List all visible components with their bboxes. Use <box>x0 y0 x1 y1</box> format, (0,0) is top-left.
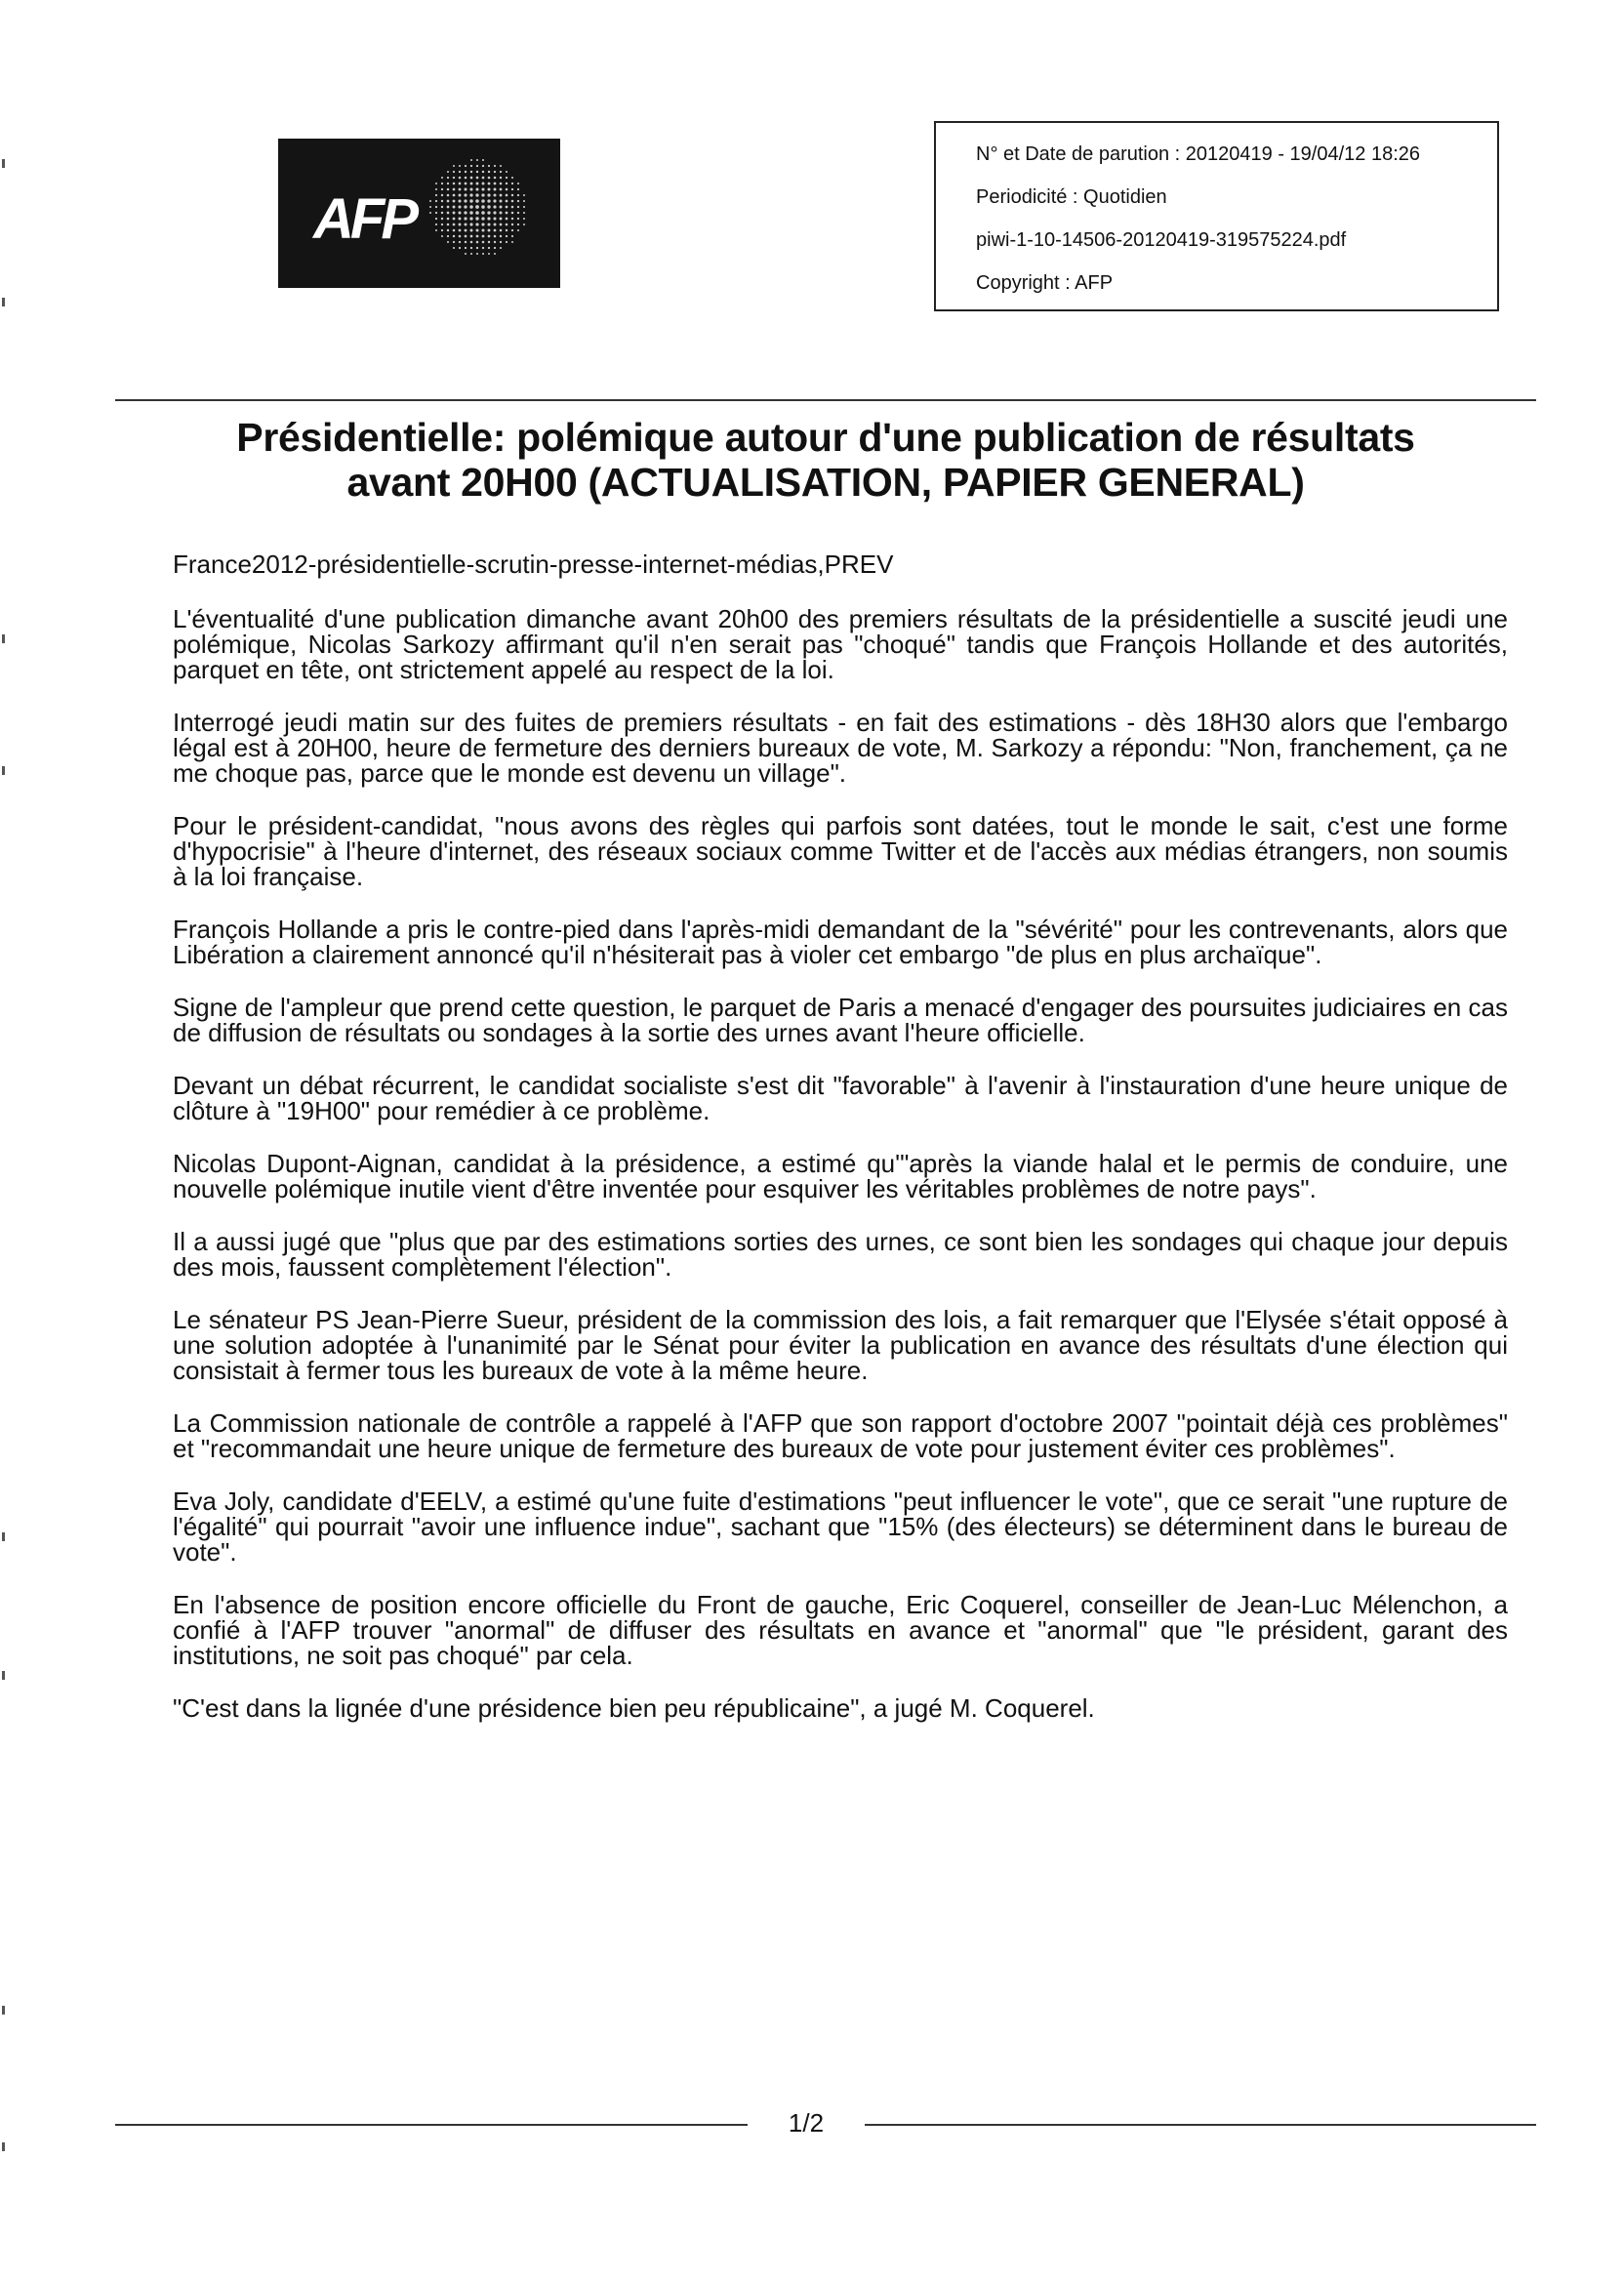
logo-dot <box>453 165 455 167</box>
article-paragraph: Interrogé jeudi matin sur des fuites de premiers résultats - en fait des estimations - dès 18H30 alors que l'embargo légal est à 20H00, heure de fermeture des derniers bureaux de vote, M. Sarkozy a répondu: "Non, franchement, ça ne me choque pas, parce que le monde est devenu un village". <box>173 708 1508 788</box>
publication-file-name: piwi-1-10-14506-20120419-319575224.pdf <box>976 229 1347 251</box>
article-paragraph: François Hollande a pris le contre-pied dans l'après-midi demandant de la "sévérité" pour les contrevenants, alors que Libération a clairement annoncé qu'il n'hésiterait pas à violer cet embargo "de plus en plus archaïque". <box>173 915 1508 969</box>
logo-dot <box>500 247 502 249</box>
logo-dot <box>500 235 502 237</box>
logo-dot <box>464 217 467 220</box>
logo-dot <box>465 253 467 255</box>
logo-dot <box>459 235 462 238</box>
logo-dot <box>488 247 490 249</box>
logo-dot <box>482 159 484 161</box>
logo-dot <box>517 218 519 220</box>
logo-dot <box>517 183 519 184</box>
afp-globe-dots-icon <box>425 154 532 262</box>
logo-dot <box>488 165 490 167</box>
logo-dot <box>476 183 479 185</box>
logo-dot <box>523 206 525 208</box>
logo-dot <box>470 247 472 249</box>
logo-dot <box>475 217 478 220</box>
logo-dot <box>506 235 508 237</box>
publication-info-box <box>934 121 1499 311</box>
logo-dot <box>506 188 508 191</box>
logo-dot <box>494 177 497 180</box>
logo-dot <box>523 212 525 214</box>
logo-dot <box>469 199 472 202</box>
logo-dot <box>500 200 503 203</box>
logo-dot <box>511 241 513 243</box>
article-paragraph: L'éventualité d'une publication dimanche avant 20h00 des premiers résultats de la présidentielle a suscité jeudi une polémique, Nicolas Sarkozy affirmant qu'il n'en serait pas "choqué" tandis que François Hollande et des autorités, parquet en tête, ont strictement appelé au respect de la loi. <box>173 604 1508 684</box>
logo-dot <box>464 223 467 225</box>
logo-dot <box>487 223 490 225</box>
logo-dot <box>453 224 456 226</box>
logo-dot <box>494 183 497 185</box>
article-paragraph: En l'absence de position encore officielle du Front de gauche, Eric Coquerel, conseiller de Jean-Luc Mélenchon, a confié à l'AFP trouver "anormal" de diffuser des résultats en avance et "anormal" que "le président, garant des institutions, ne soit pas choqué" par cela. <box>173 1590 1508 1670</box>
logo-dot <box>500 218 503 221</box>
logo-dot <box>523 218 525 220</box>
article-paragraph: Il a aussi jugé que "plus que par des estimations sorties des urnes, ce sont bien les sondages qui chaque jour depuis des mois, faussent complètement l'élection". <box>173 1227 1508 1282</box>
logo-dot <box>487 193 490 196</box>
logo-dot <box>517 224 519 225</box>
logo-dot <box>493 217 496 220</box>
logo-dot <box>500 212 503 215</box>
logo-dot <box>469 223 472 225</box>
logo-dot <box>453 247 455 249</box>
logo-dot <box>447 229 449 231</box>
logo-dot <box>447 212 450 215</box>
publication-number-date: N° et Date de parution : 20120419 - 19/04/12 18:26 <box>976 143 1420 165</box>
logo-dot <box>475 205 479 209</box>
logo-dot <box>476 165 478 167</box>
logo-dot <box>470 165 472 167</box>
article-paragraph: Nicolas Dupont-Aignan, candidat à la présidence, a estimé qu'"après la viande halal et le permis de conduire, une nouvelle polémique inutile vient d'être inventée pour esquiver les véritables problèmes de notre pays". <box>173 1149 1508 1203</box>
logo-dot <box>435 188 437 190</box>
logo-dot <box>469 205 473 209</box>
article-title-line-1: Présidentielle: polémique autour d'une publication de résultats <box>236 415 1415 460</box>
logo-dot <box>447 171 449 173</box>
logo-dot <box>469 217 472 220</box>
logo-dot <box>435 212 437 214</box>
logo-dot <box>465 171 467 173</box>
logo-dot <box>500 188 503 191</box>
scan-margin-mark <box>2 2006 5 2015</box>
logo-dot <box>511 194 513 196</box>
logo-dot <box>429 206 431 208</box>
logo-dot <box>435 218 437 220</box>
logo-dot <box>475 187 478 190</box>
logo-dot <box>441 224 443 225</box>
logo-dot <box>475 211 479 215</box>
logo-dot <box>469 193 472 196</box>
logo-dot <box>517 200 519 202</box>
logo-dot <box>453 218 456 221</box>
logo-dot <box>494 253 496 255</box>
logo-dot <box>465 165 467 167</box>
logo-dot <box>487 217 490 220</box>
logo-dot <box>447 194 450 197</box>
logo-dot <box>447 206 450 209</box>
footer-rule-right <box>865 2124 1536 2126</box>
logo-dot <box>469 187 472 190</box>
article-paragraph: La Commission nationale de contrôle a rappelé à l'AFP que son rapport d'octobre 2007 "pointait déjà ces problèmes" et "recommandait une heure unique de fermeture des bureaux de vote pour justement éviter ces problèmes". <box>173 1408 1508 1463</box>
logo-dot <box>500 206 503 209</box>
logo-dot <box>435 183 437 184</box>
logo-dot <box>447 200 450 203</box>
logo-dot <box>506 171 508 173</box>
logo-dot <box>500 183 503 185</box>
logo-dot <box>476 241 479 244</box>
logo-dot <box>481 187 484 190</box>
logo-dot <box>453 206 456 209</box>
logo-dot <box>453 194 456 197</box>
logo-dot <box>494 235 497 238</box>
logo-dot <box>476 177 479 180</box>
logo-dot <box>470 235 473 238</box>
page-number: 1/2 <box>788 2108 825 2138</box>
logo-dot <box>511 229 513 231</box>
logo-dot <box>523 224 525 225</box>
logo-dot <box>441 200 443 202</box>
logo-dot <box>441 235 443 237</box>
logo-dot <box>500 229 503 232</box>
scan-margin-mark <box>2 1671 5 1680</box>
logo-dot <box>476 229 479 232</box>
logo-dot <box>494 229 497 232</box>
logo-dot <box>517 206 519 208</box>
afp-logo-text: AFP <box>313 187 415 251</box>
logo-dot <box>500 194 503 197</box>
logo-dot <box>458 211 461 214</box>
article-paragraph: "C'est dans la lignée d'une présidence bien peu républicaine", a jugé M. Coquerel. <box>173 1693 1095 1723</box>
logo-dot <box>493 211 496 214</box>
logo-dot <box>506 194 508 197</box>
logo-dot <box>506 218 508 221</box>
logo-dot <box>511 218 513 220</box>
logo-dot <box>459 247 461 249</box>
logo-dot <box>464 193 467 196</box>
logo-dot <box>493 199 496 202</box>
article-title <box>115 415 1536 505</box>
logo-dot <box>487 211 490 214</box>
article-title-line-2: avant 20H00 (ACTUALISATION, PAPIER GENERAL) <box>346 460 1305 505</box>
logo-dot <box>459 229 462 232</box>
article-paragraph: Signe de l'ampleur que prend cette question, le parquet de Paris a menacé d'engager des poursuites judiciaires en cas de diffusion de résultats ou sondages à la sortie des urnes avant l'heure officielle. <box>173 993 1508 1047</box>
logo-dot <box>459 183 462 185</box>
logo-dot <box>453 183 456 185</box>
logo-dot <box>488 171 490 173</box>
logo-dot <box>500 241 502 243</box>
article-paragraph: Pour le président-candidat, "nous avons des règles qui parfois sont datées, tout le monde le sait, c'est une forme d'hypocrisie" à l'heure d'internet, des réseaux sociaux comme Twitter et de l'accès aux médias étrangers, non soumis à la loi française. <box>173 811 1508 891</box>
logo-dot <box>476 247 478 249</box>
publication-copyright: Copyright : AFP <box>976 272 1114 294</box>
logo-dot <box>482 235 485 238</box>
logo-dot <box>500 165 502 167</box>
logo-dot <box>465 177 467 180</box>
logo-dot <box>453 241 455 243</box>
logo-dot <box>481 223 484 225</box>
logo-dot <box>470 159 472 161</box>
logo-dot <box>506 241 508 243</box>
logo-dot <box>487 205 490 208</box>
scan-margin-mark <box>2 766 5 775</box>
logo-dot <box>488 229 491 232</box>
logo-dot <box>458 199 461 202</box>
logo-dot <box>459 165 461 167</box>
logo-dot <box>435 194 437 196</box>
logo-dot <box>441 218 443 220</box>
logo-dot <box>482 253 484 255</box>
logo-dot <box>494 188 497 191</box>
logo-dot <box>511 183 513 184</box>
logo-dot <box>464 211 467 214</box>
logo-dot <box>500 177 502 179</box>
logo-dot <box>506 206 508 209</box>
logo-dot <box>511 177 513 179</box>
logo-dot <box>511 206 514 209</box>
logo-dot <box>523 194 525 196</box>
logo-dot <box>506 183 508 184</box>
logo-dot <box>441 188 443 190</box>
logo-dot <box>475 199 479 203</box>
logo-dot <box>475 223 478 225</box>
logo-dot <box>481 205 485 209</box>
logo-dot <box>459 224 462 226</box>
logo-dot <box>488 188 491 191</box>
logo-dot <box>465 235 467 238</box>
logo-dot <box>475 193 478 196</box>
logo-dot <box>447 177 449 179</box>
logo-dot <box>482 241 485 244</box>
logo-dot <box>453 200 456 203</box>
logo-dot <box>506 200 508 203</box>
logo-dot <box>435 206 437 208</box>
logo-dot <box>476 253 478 255</box>
logo-dot <box>459 188 462 191</box>
logo-dot <box>465 188 467 191</box>
logo-dot <box>494 224 497 226</box>
logo-dot <box>441 206 443 208</box>
logo-dot <box>500 171 502 173</box>
logo-dot <box>517 194 519 196</box>
logo-dot <box>488 183 491 185</box>
logo-dot <box>476 171 478 173</box>
page-footer <box>115 2108 1536 2138</box>
logo-dot <box>465 229 467 232</box>
logo-dot <box>494 171 496 173</box>
scan-margin-mark <box>2 159 5 168</box>
logo-dot <box>453 235 455 237</box>
logo-dot <box>494 241 496 243</box>
article-paragraph: Le sénateur PS Jean-Pierre Sueur, président de la commission des lois, a fait remarquer que l'Elysée s'était opposé à une solution adoptée à l'unanimité par le Sénat pour éviter la publication en avance des résultats d'une élection qui consistait à fermer tous les bureaux de vote à la même heure. <box>173 1305 1508 1385</box>
logo-dot <box>429 200 431 202</box>
logo-dot <box>493 193 496 196</box>
logo-dot <box>459 218 462 221</box>
logo-dot <box>481 199 485 203</box>
logo-dot <box>453 188 456 191</box>
logo-dot <box>447 188 450 191</box>
scan-margin-mark <box>2 298 5 306</box>
logo-dot <box>506 229 508 231</box>
logo-dot <box>500 224 503 226</box>
logo-dot <box>447 224 450 226</box>
scan-margin-mark <box>2 2142 5 2151</box>
logo-dot <box>481 217 484 220</box>
logo-dot <box>476 235 479 238</box>
logo-dot <box>511 212 514 215</box>
logo-dot <box>441 194 443 196</box>
logo-dot <box>470 253 472 255</box>
logo-dot <box>494 247 496 249</box>
logo-dot <box>511 188 513 190</box>
logo-dot <box>470 171 472 173</box>
logo-dot <box>470 229 473 232</box>
article-paragraph: Devant un débat récurrent, le candidat socialiste s'est dit "favorable" à l'avenir à l'instauration d'une heure unique de clôture à "19H00" pour remédier à ce problème. <box>173 1071 1508 1125</box>
logo-dot <box>435 200 437 202</box>
logo-dot <box>441 177 443 179</box>
logo-dot <box>487 199 490 202</box>
logo-dot <box>488 241 490 243</box>
logo-dot <box>517 229 519 231</box>
title-divider <box>115 399 1536 401</box>
footer-rule-left <box>115 2124 748 2126</box>
logo-dot <box>429 212 431 214</box>
logo-dot <box>482 165 484 167</box>
logo-dot <box>441 212 443 214</box>
article-body <box>173 551 1508 1748</box>
logo-dot <box>435 224 437 225</box>
logo-dot <box>488 253 490 255</box>
logo-dot <box>465 241 467 243</box>
logo-dot <box>453 229 456 232</box>
logo-dot <box>488 235 491 238</box>
logo-dot <box>482 177 485 180</box>
logo-dot <box>453 212 456 215</box>
logo-dot <box>459 177 462 180</box>
logo-dot <box>506 212 508 215</box>
logo-dot <box>476 159 478 161</box>
logo-dot <box>470 177 473 180</box>
logo-dot <box>459 194 462 197</box>
logo-dot <box>506 224 508 226</box>
logo-dot <box>465 183 467 185</box>
logo-dot <box>447 241 449 243</box>
logo-dot <box>470 241 473 244</box>
scan-margin-mark <box>2 1532 5 1541</box>
logo-dot <box>481 193 484 196</box>
logo-dot <box>453 171 455 173</box>
logo-dot <box>482 171 484 173</box>
logo-dot <box>481 211 485 215</box>
logo-dot <box>470 183 473 185</box>
logo-dot <box>469 211 473 215</box>
logo-dot <box>453 177 455 179</box>
logo-dot <box>441 183 443 184</box>
logo-dot <box>447 183 449 184</box>
article-tags: France2012-présidentielle-scrutin-presse-internet-médias,PREV <box>173 550 894 579</box>
logo-dot <box>517 188 519 190</box>
logo-dot <box>459 171 461 173</box>
logo-dot <box>435 229 437 231</box>
logo-dot <box>447 218 450 221</box>
logo-dot <box>482 247 484 249</box>
afp-logo <box>278 139 560 288</box>
logo-dot <box>458 205 461 208</box>
logo-dot <box>441 229 443 231</box>
logo-dot <box>506 177 508 179</box>
logo-dot <box>511 200 514 203</box>
logo-dot <box>482 229 485 232</box>
logo-dot <box>523 200 525 202</box>
publication-periodicity: Periodicité : Quotidien <box>976 186 1167 208</box>
logo-dot <box>494 165 496 167</box>
logo-dot <box>464 205 467 208</box>
logo-dot <box>493 205 496 208</box>
logo-dot <box>465 247 467 249</box>
article-paragraph: Eva Joly, candidate d'EELV, a estimé qu'une fuite d'estimations "peut influencer le vote", que ce serait "une rupture de l'égalité" qui pourrait "avoir une influence indue", sachant que "15% (des électeurs) se déterminent dans le bureau de vote". <box>173 1487 1508 1567</box>
logo-dot <box>517 212 519 214</box>
logo-dot <box>511 224 513 225</box>
logo-dot <box>482 183 485 185</box>
logo-dot <box>488 177 491 180</box>
logo-dot <box>511 235 513 237</box>
logo-dot <box>464 199 467 202</box>
logo-dot <box>447 235 449 237</box>
scan-margin-mark <box>2 634 5 643</box>
logo-dot <box>459 241 461 243</box>
